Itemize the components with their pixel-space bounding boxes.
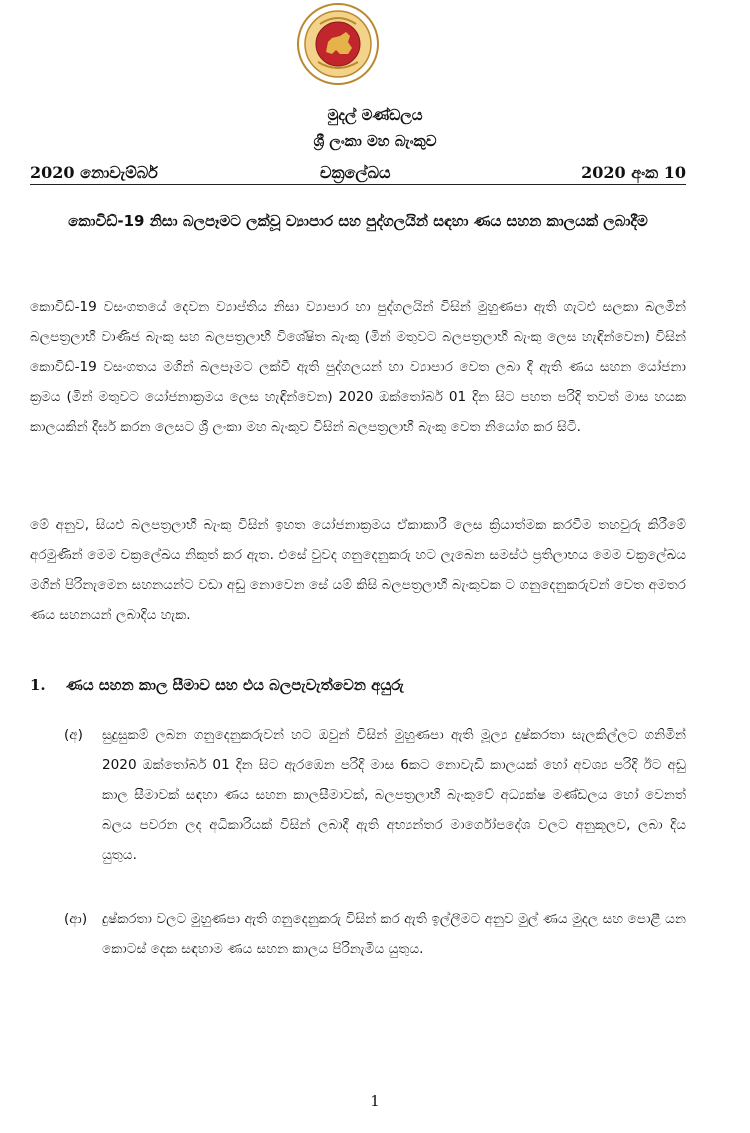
circular-number: 2020 අංක 10	[581, 163, 686, 182]
section-title: ණය සහන කාල සීමාව සහ එය බලපැවැත්වෙන අයුරු	[66, 676, 404, 694]
issue-date: 2020 නොවැම්බර්	[30, 163, 158, 182]
bank-name: ශ්‍රී ලංකා මහ බැංකුව	[313, 132, 437, 150]
paragraph-purpose: මේ අනුව, සියළු බලපත්‍රලාභී බැංකු විසින් ඉහත යෝජනාක්‍රමය ඒකාකාරී ලෙස ක්‍රියාත්මක කරවීම තහවුරු කිරීමේ අරමුණින් මෙම චක්‍රලේඛය නිකුත් කර ඇත. එසේ වුවද ගනුදෙනුකරු හට ලැබෙන සමස්ථ ප්‍රතිලාභය මෙම චක්‍රලේඛය මගින් පිරිනැමෙන සහනයන්ට වඩා අඩු නොවෙන සේ යම් කිසි බලපත්‍රලාභී බැංකුවක ට ගනුදෙනුකරුවන් වෙත අමතර ණය සහනයන් ලබාදිය හැක.	[30, 517, 686, 623]
list-item	[64, 720, 686, 900]
header-divider	[30, 184, 686, 185]
section-number: 1.	[30, 676, 46, 694]
document-meta-row	[30, 163, 686, 185]
document-type: චක්‍රලේඛය	[320, 163, 391, 182]
document-title: කොවිඩ්-19 නිසා බලපෑමට ලක්වූ ව්‍යාපාර සහ පුද්ගලයින් සඳහා ණය සහන කාලයක් ලබාදීම	[68, 212, 648, 230]
list-item-marker: (ආ)	[64, 911, 88, 927]
list-item-text: සුදුසුකම් ලබන ගනුදෙනුකරුවන් හට ඔවුන් විසින් මුහුණපා ඇති මූල්‍ය දුෂ්කරතා සැලකිල්ලට ගනිමින් 2020 ඔක්තෝබර් 01 දින සිට ඇරඹෙන පරිදි මාස 6කට නොවැඩි කාලයක් හෝ අවශ්‍ය පරිදි ඊට අඩු කාල සීමාවක් සඳහා ණය සහන කාලසීමාවක්, බලපත්‍රලාභී බැංකුවේ අධ්‍යක්ෂ මණ්ඩලය හෝ වෙනත් බලය පවරන ලද අධිකාරියක් විසින් ලබාදී ඇති අභ්‍යන්තර මාර්ගෝපදේශ වලට අනුකූලව, ලබා දිය යුතුය.	[102, 727, 686, 863]
page-number: 1	[370, 1092, 380, 1110]
board-title: මුදල් මණ්ඩලය	[327, 106, 423, 124]
list-item-marker: (අ)	[64, 727, 83, 743]
section-heading	[30, 676, 686, 702]
list-item-text: දුෂ්කරතා වලට මුහුණපා ඇති ගනුදෙනුකරු විසින් කර ඇති ඉල්ලීමට අනුව මුල් ණය මුදල සහ පොළී යන කොටස් දෙක සඳහාම ණය සහන කාලය පිරිනැමිය යුතුය.	[102, 911, 686, 957]
paragraph-intro: කොවිඩ්-19 වසංගතයේ දෙවන ව්‍යාප්තිය නිසා ව්‍යාපාර හා පුද්ගලයින් විසින් මුහුණපා ඇති ගැටළු සලකා බලමින් බලපත්‍රලාභී වාණිජ බැංකු සහ බලපත්‍රලාභී විශේෂිත බැංකු (මින් මතුවට බලපත්‍රලාභී බැංකු ලෙස හැඳින්වෙන) විසින් කොවිඩ්-19 වසංගතය මගින් බලපෑමට ලක්වී ඇති පුද්ගලයන් හා ව්‍යාපාර වෙත ලබා දී ඇති ණය සහන යෝජනා ක්‍රමය (මින් මතුවට යෝජනාක්‍රමය ලෙස හැඳින්වෙන) 2020 ඔක්තෝබර් 01 දින සිට පහත පරිදි තවත් මාස හයක කාලයකින් දීර්ඝ කරන ලෙසට ශ්‍රී ලංකා මහ බැංකුව විසින් බලපත්‍රලාභී බැංකු වෙත නියෝග කර සිටී.	[30, 299, 686, 435]
list-item	[64, 904, 686, 994]
central-bank-seal-logo	[296, 2, 380, 86]
